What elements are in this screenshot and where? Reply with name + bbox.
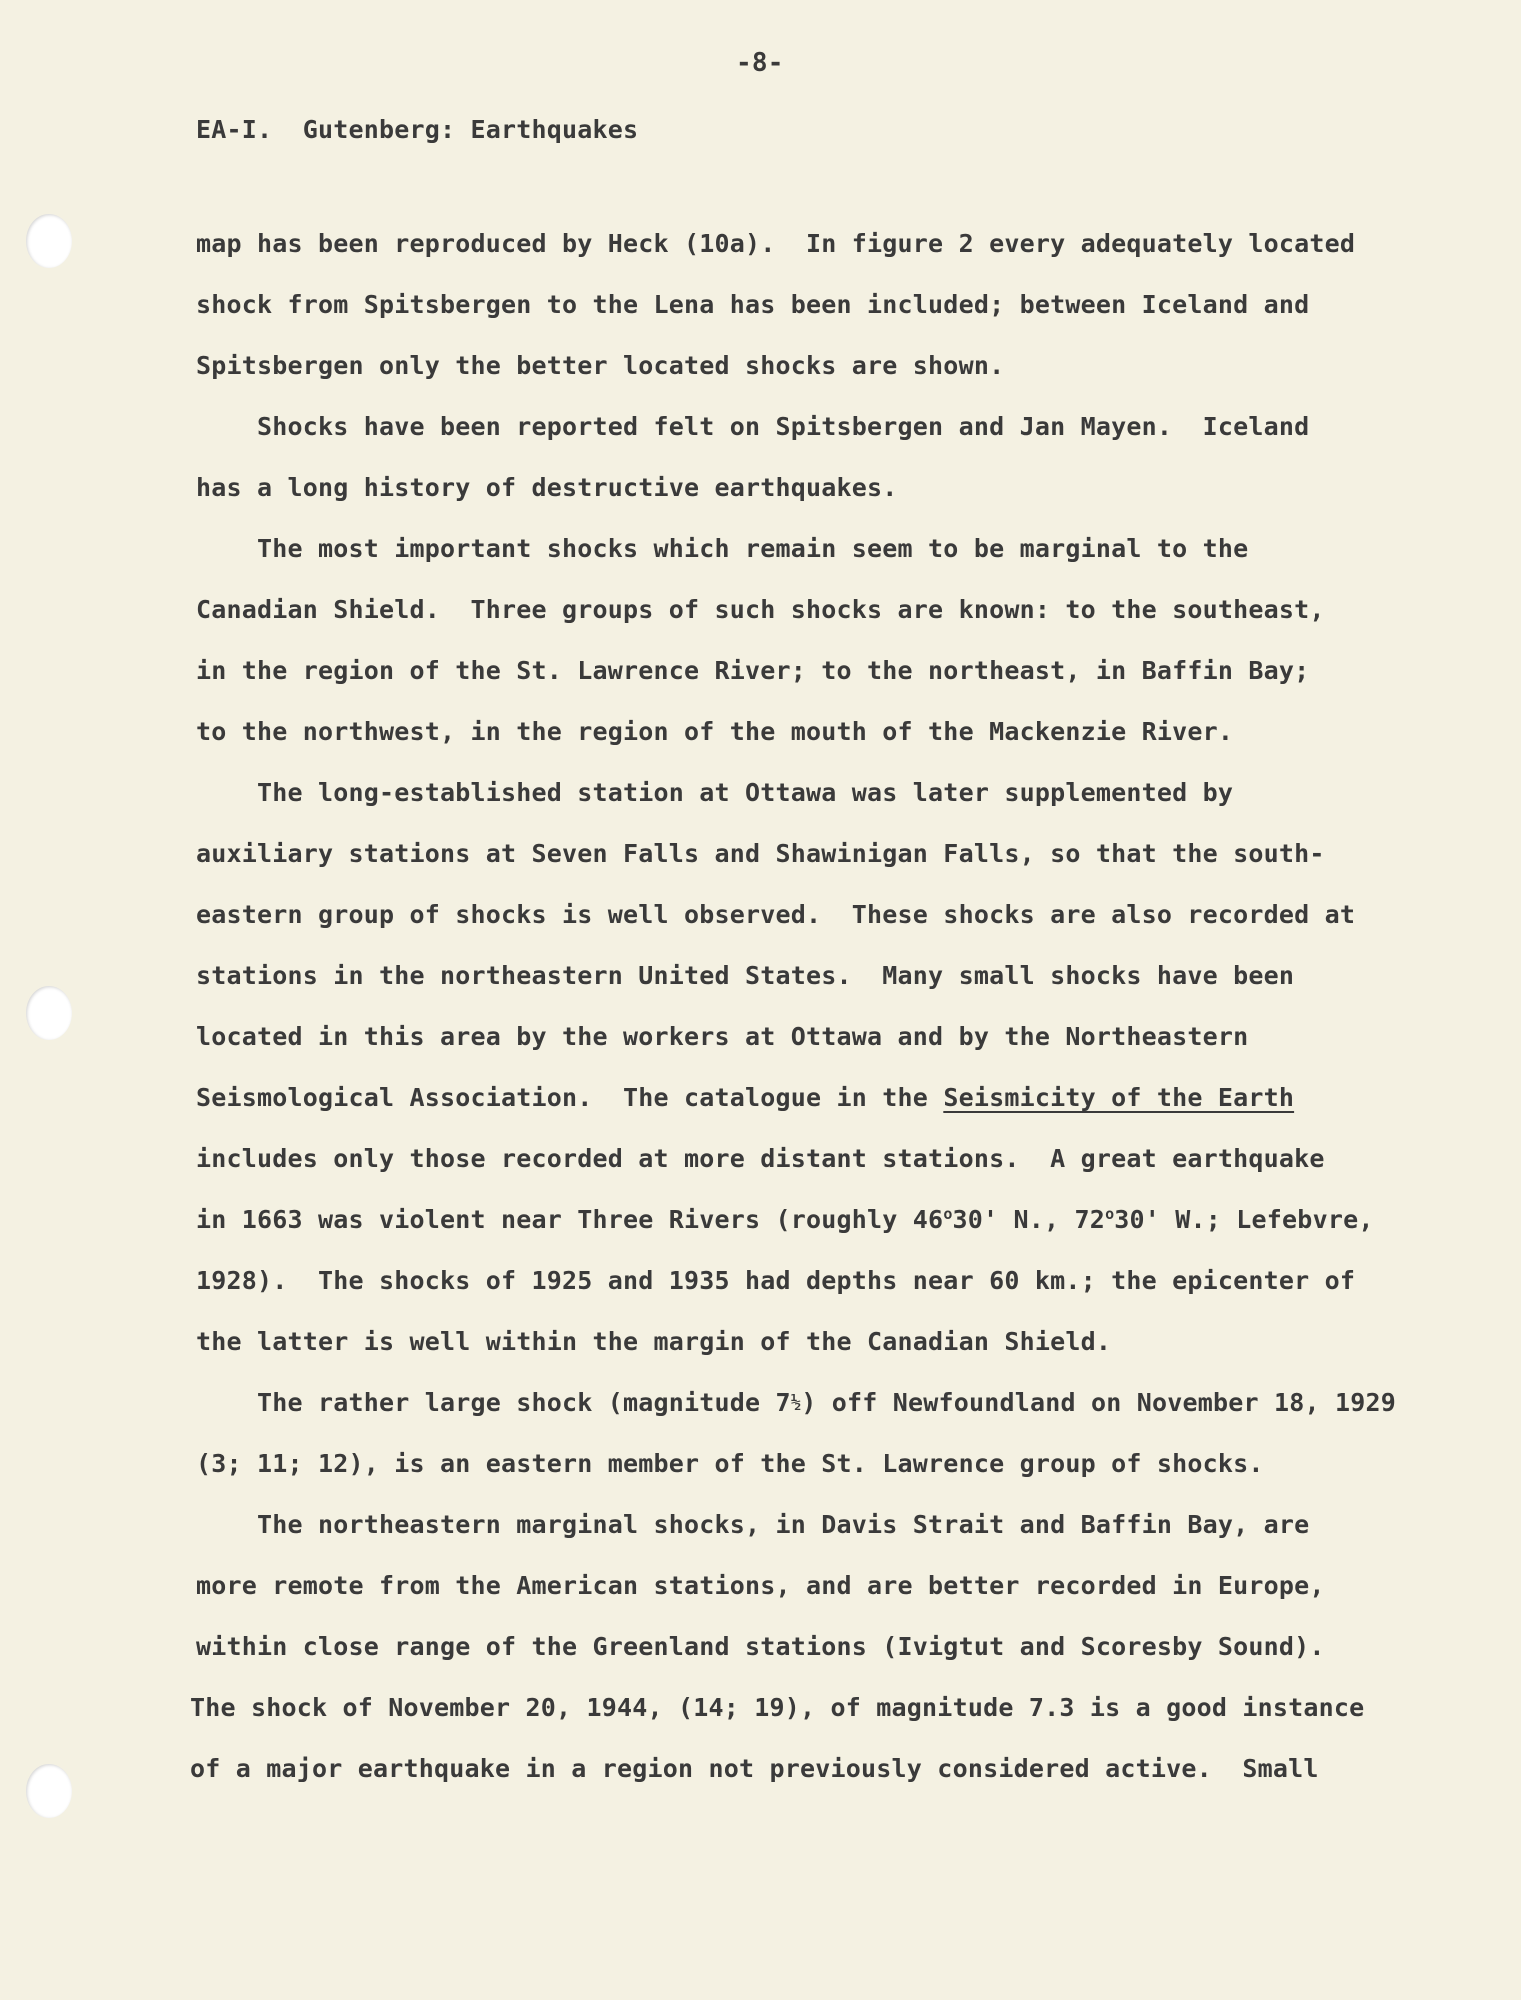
text-line: stations in the northeastern United States. Many small shocks have been <box>196 961 1295 990</box>
text-segment: in 1663 was violent near Three Rivers (roughly 46 <box>196 1205 944 1234</box>
text-segment: The rather large shock (magnitude 7 <box>196 1388 791 1417</box>
text-line: has a long history of destructive earthquakes. <box>196 473 898 502</box>
text-line: Canadian Shield. Three groups of such shocks are known: to the southeast, <box>196 595 1325 624</box>
text-line: 1928). The shocks of 1925 and 1935 had depths near 60 km.; the epicenter of <box>196 1266 1356 1295</box>
text-line: auxiliary stations at Seven Falls and Shawinigan Falls, so that the south- <box>196 839 1325 868</box>
running-header: EA-I. Gutenberg: Earthquakes <box>196 115 639 144</box>
text-line-coordinates <box>196 1205 1374 1235</box>
text-line: Shocks have been reported felt on Spitsbergen and Jan Mayen. Iceland <box>196 412 1310 441</box>
text-line: within close range of the Greenland stations (Ivigtut and Scoresby Sound). <box>196 1632 1325 1661</box>
binder-hole-middle <box>26 986 72 1040</box>
text-line: map has been reproduced by Heck (10a). In figure 2 every adequately located <box>196 229 1356 258</box>
page-number: -8- <box>736 48 784 78</box>
text-line: The northeastern marginal shocks, in Davis Strait and Baffin Bay, are <box>196 1510 1310 1539</box>
degree-mark: o <box>943 1205 953 1223</box>
text-line: eastern group of shocks is well observed. These shocks are also recorded at <box>196 900 1356 929</box>
text-line: The long-established station at Ottawa was later supplemented by <box>196 778 1234 807</box>
text-line: Spitsbergen only the better located shocks are shown. <box>196 351 1005 380</box>
fraction-half: ½ <box>790 1393 802 1413</box>
text-line: The most important shocks which remain seem to be marginal to the <box>196 534 1249 563</box>
text-segment: ) off Newfoundland on November 18, 1929 <box>801 1388 1397 1417</box>
text-segment: 30' N., 72 <box>952 1205 1106 1234</box>
text-segment: 30' W.; Lefebvre, <box>1114 1205 1374 1234</box>
text-line: more remote from the American stations, and are better recorded in Europe, <box>196 1571 1325 1600</box>
degree-mark: o <box>1105 1205 1115 1223</box>
text-line: in the region of the St. Lawrence River; to the northeast, in Baffin Bay; <box>196 656 1310 685</box>
text-line: of a major earthquake in a region not previously considered active. Small <box>190 1754 1319 1783</box>
text-line: includes only those recorded at more distant stations. A great earthquake <box>196 1144 1325 1173</box>
binder-hole-top <box>26 214 72 268</box>
text-line: located in this area by the workers at Ottawa and by the Northeastern <box>196 1022 1249 1051</box>
text-line: the latter is well within the margin of the Canadian Shield. <box>196 1327 1112 1356</box>
book-title-underlined: Seismicity of the Earth <box>943 1083 1295 1112</box>
text-line: The shock of November 20, 1944, (14; 19), of magnitude 7.3 is a good instance <box>190 1693 1365 1722</box>
text-line-magnitude <box>196 1388 1396 1418</box>
text-line-with-title <box>196 1083 1294 1113</box>
text-line: shock from Spitsbergen to the Lena has been included; between Iceland and <box>196 290 1310 319</box>
text-line: to the northwest, in the region of the mouth of the Mackenzie River. <box>196 717 1234 746</box>
text-line: (3; 11; 12), is an eastern member of the St. Lawrence group of shocks. <box>196 1449 1264 1478</box>
text-segment: Seismological Association. The catalogue in the <box>196 1083 944 1112</box>
binder-hole-bottom <box>26 1764 72 1818</box>
